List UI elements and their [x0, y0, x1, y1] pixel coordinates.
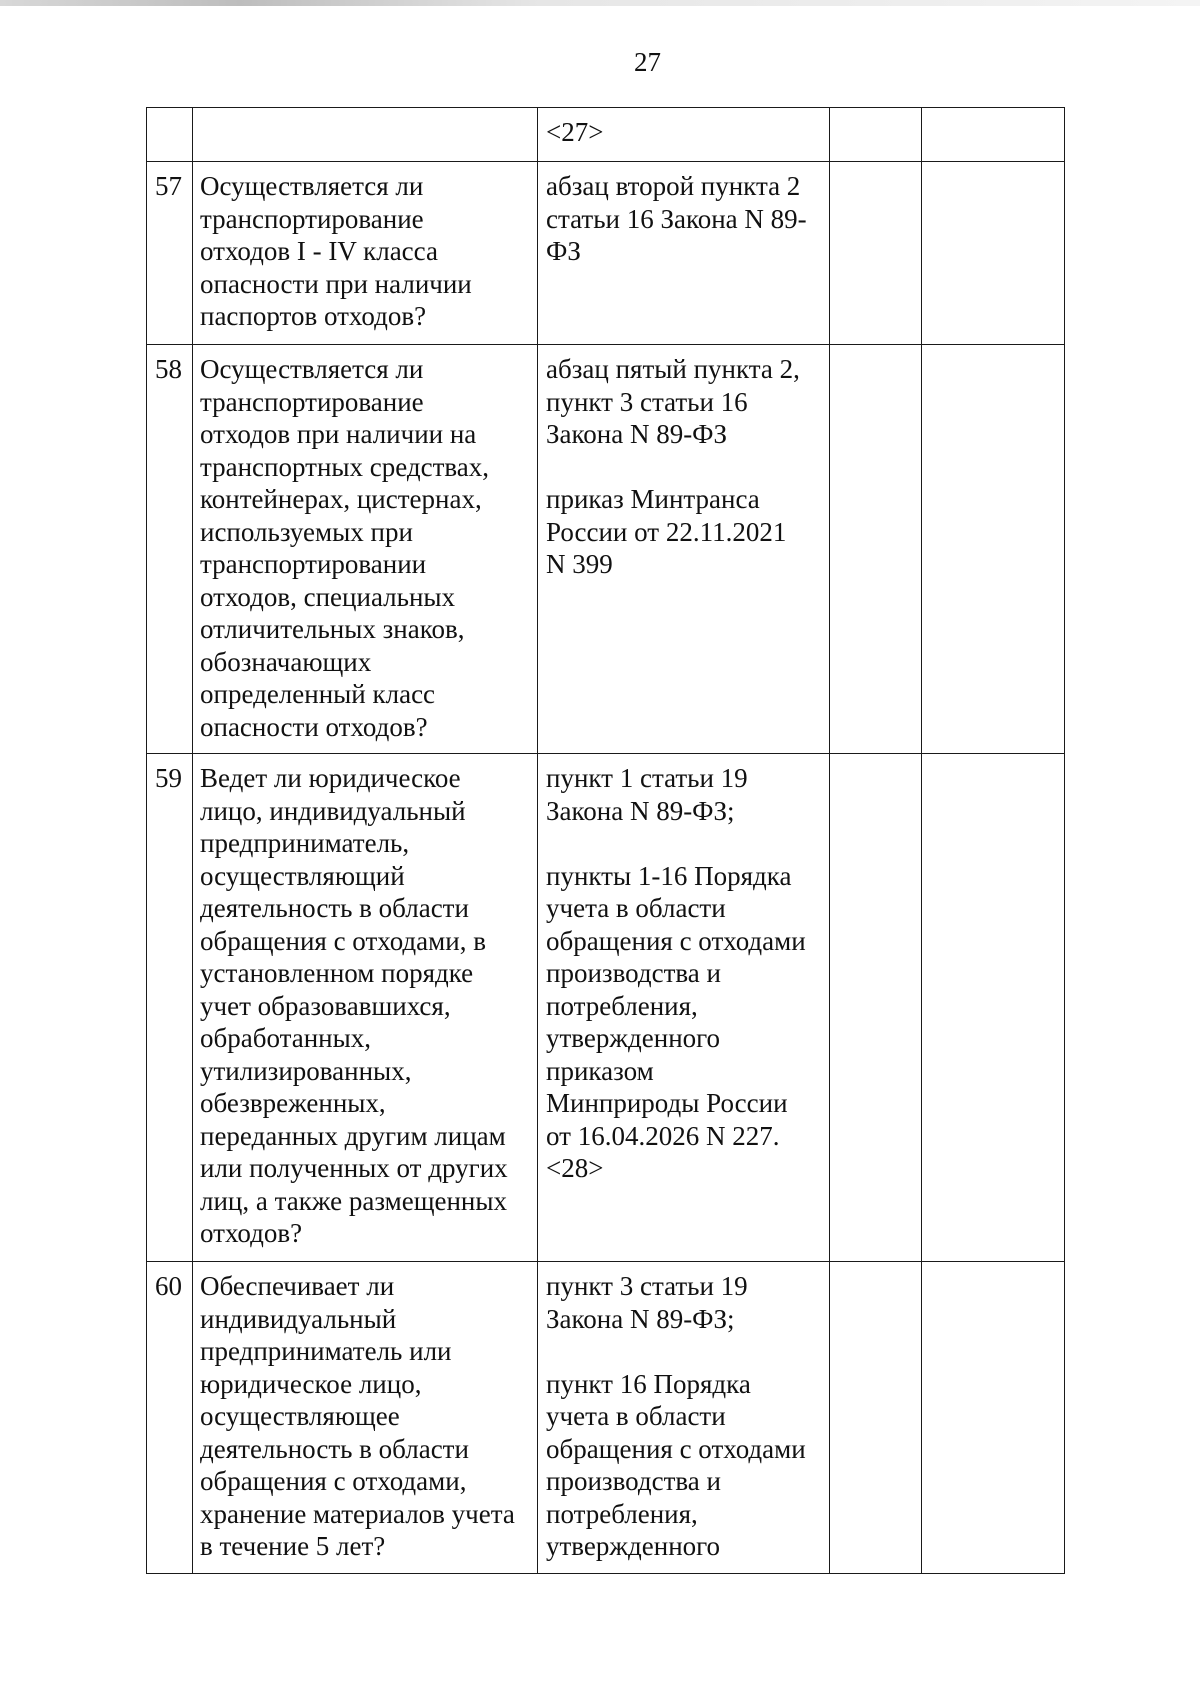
answer-yes-cell: [830, 1262, 922, 1574]
table-row-continuation: [147, 108, 1065, 162]
reference-text: пункт 3 статьи 19 Закона N 89-ФЗ;: [546, 1271, 748, 1334]
reference-text: приказ Минтранса России от 22.11.2021 N 399: [546, 484, 787, 579]
answer-yes-cell: [830, 108, 922, 162]
reference-cell: [538, 345, 830, 754]
answer-no-cell: [922, 1262, 1065, 1574]
scan-edge: [0, 0, 1200, 6]
reference-text: пункт 1 статьи 19 Закона N 89-ФЗ;: [546, 763, 748, 826]
row-number: 60: [147, 1262, 193, 1574]
row-number: 58: [147, 345, 193, 754]
reference-cell: <27>: [538, 108, 830, 162]
answer-no-cell: [922, 754, 1065, 1262]
row-number: 57: [147, 162, 193, 345]
paragraph-gap: [546, 827, 825, 860]
paragraph-gap: [546, 451, 825, 484]
answer-yes-cell: [830, 162, 922, 345]
answer-yes-cell: [830, 345, 922, 754]
question-cell: Ведет ли юридическое лицо, индивидуальный предприниматель, осуществляющий деятельность в области обращения с отходами, в установленном порядке учет образовавшихся, обработанных, утилизированных, обезвреженных, переданных другим лицам или полученных от других лиц, а также размещенных отходов?: [193, 754, 538, 1262]
question-cell: [193, 108, 538, 162]
checklist-table: [146, 107, 1065, 1574]
answer-no-cell: [922, 162, 1065, 345]
question-cell: Обеспечивает ли индивидуальный предприниматель или юридическое лицо, осуществляющее деятельность в области обращения с отходами, хранение материалов учета в течение 5 лет?: [193, 1262, 538, 1574]
question-cell: Осуществляется ли транспортирование отходов I - IV класса опасности при наличии паспортов отходов?: [193, 162, 538, 345]
row-number: 59: [147, 754, 193, 1262]
reference-text: абзац второй пункта 2 статьи 16 Закона N 89- ФЗ: [546, 171, 807, 266]
table-row-57: [147, 162, 1065, 345]
reference-text: пункт 16 Порядка учета в области обращения с отходами производства и потребления, утвержденного: [546, 1368, 806, 1561]
answer-no-cell: [922, 345, 1065, 754]
table-row-60: [147, 1262, 1065, 1574]
reference-text: пункты 1-16 Порядка учета в области обращения с отходами производства и потребления, утвержденного приказом Минприроды России от 16.04.2026 N 227. <28>: [546, 860, 806, 1183]
row-number: [147, 108, 193, 162]
paragraph-gap: [546, 1335, 825, 1368]
reference-text: абзац пятый пункта 2, пункт 3 статьи 16 Закона N 89-ФЗ: [546, 354, 800, 449]
reference-cell: [538, 162, 830, 345]
table-row-58: [147, 345, 1065, 754]
reference-cell: [538, 754, 830, 1262]
question-cell: Осуществляется ли транспортирование отходов при наличии на транспортных средствах, контейнерах, цистернах, используемых при транспортировании отходов, специальных отличительных знаков, обозначающих определенный класс опасности отходов?: [193, 345, 538, 754]
reference-cell: [538, 1262, 830, 1574]
page-number: 27: [634, 47, 661, 77]
answer-yes-cell: [830, 754, 922, 1262]
table-row-59: [147, 754, 1065, 1262]
answer-no-cell: [922, 108, 1065, 162]
